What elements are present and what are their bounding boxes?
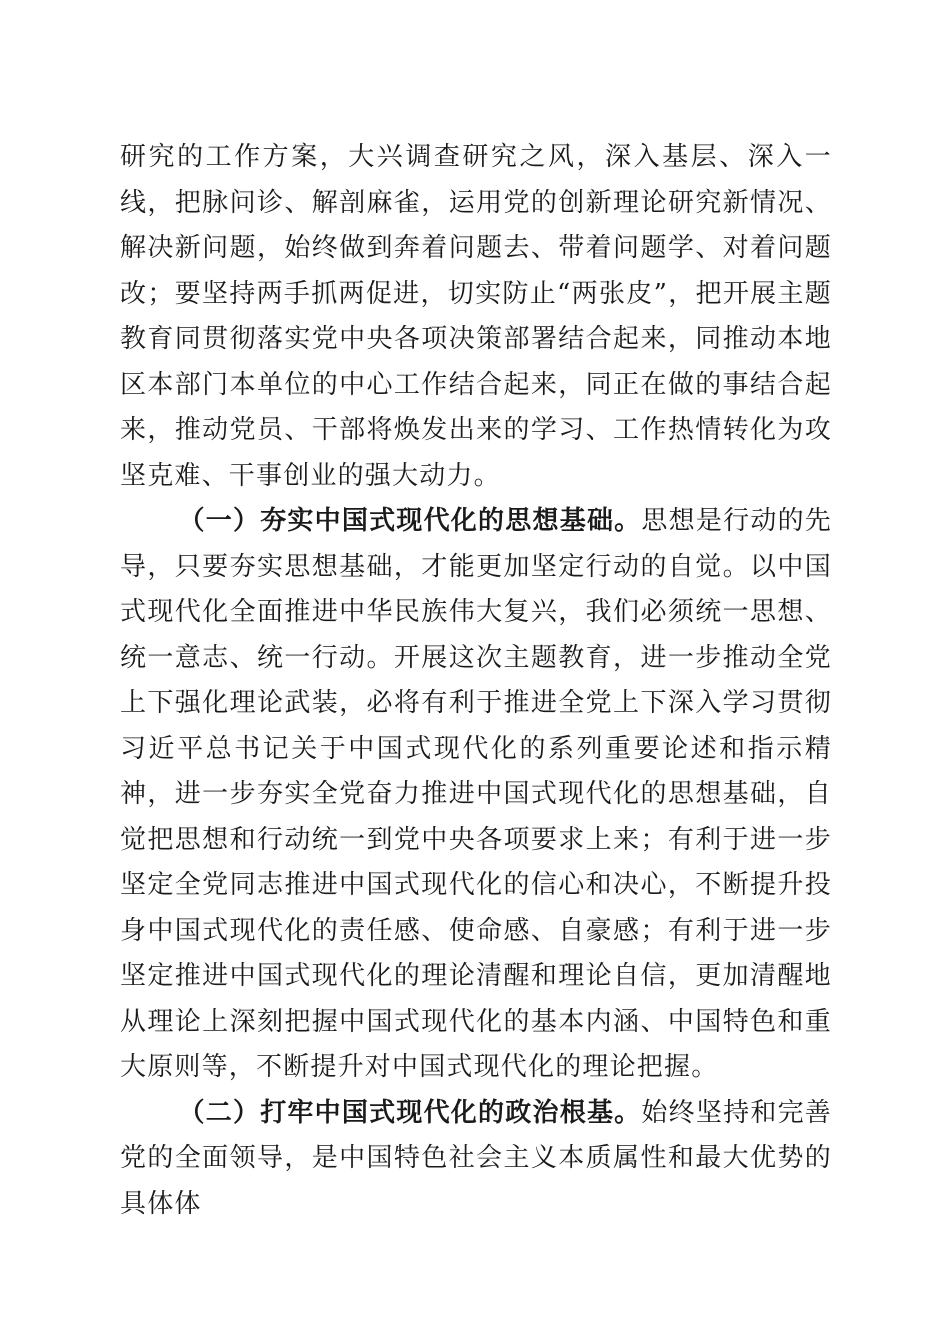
body-paragraph-2 (120, 499, 832, 1091)
paragraph-3-text: 始终坚持和完善党的全面领导，是中国特色社会主义本质属性和最大优势的具体体 (120, 1097, 833, 1219)
document-page (120, 135, 832, 1227)
body-paragraph-3 (120, 1091, 832, 1228)
paragraph-1-text: 研究的工作方案，大兴调查研究之风，深入基层、深入一线，把脉问诊、解剖麻雀，运用党的创新理论研究新情况、解决新问题，始终做到奔着问题去、带着问题学、对着问题改；要坚持两手抓两促进，切实防止“两张皮”，把开展主题教育同贯彻落实党中央各项决策部署结合起来，同推动本地区本部门本单位的中心工作结合起来，同正在做的事结合起来，推动党员、干部将焕发出来的学习、工作热情转化为攻坚克难、干事创业的强大动力。 (120, 142, 832, 491)
body-paragraph-1 (120, 135, 832, 499)
section-heading-1: （一）夯实中国式现代化的思想基础。 (178, 506, 642, 536)
paragraph-2-text: 思想是行动的先导，只要夯实思想基础，才能更加坚定行动的自觉。以中国式现代化全面推进中华民族伟大复兴，我们必须统一思想、统一意志、统一行动。开展这次主题教育，进一步推动全党上下强化理论武装，必将有利于推进全党上下深入学习贯彻习近平总书记关于中国式现代化的系列重要论述和指示精神，进一步夯实全党奋力推进中国式现代化的思想基础，自觉把思想和行动统一到党中央各项要求上来；有利于进一步坚定全党同志推进中国式现代化的信心和决心，不断提升投身中国式现代化的责任感、使命感、自豪感；有利于进一步坚定推进中国式现代化的理论清醒和理论自信，更加清醒地从理论上深刻把握中国式现代化的基本内涵、中国特色和重大原则等，不断提升对中国式现代化的理论把握。 (120, 506, 833, 1082)
section-heading-2: （二）打牢中国式现代化的政治根基。 (178, 1097, 642, 1128)
